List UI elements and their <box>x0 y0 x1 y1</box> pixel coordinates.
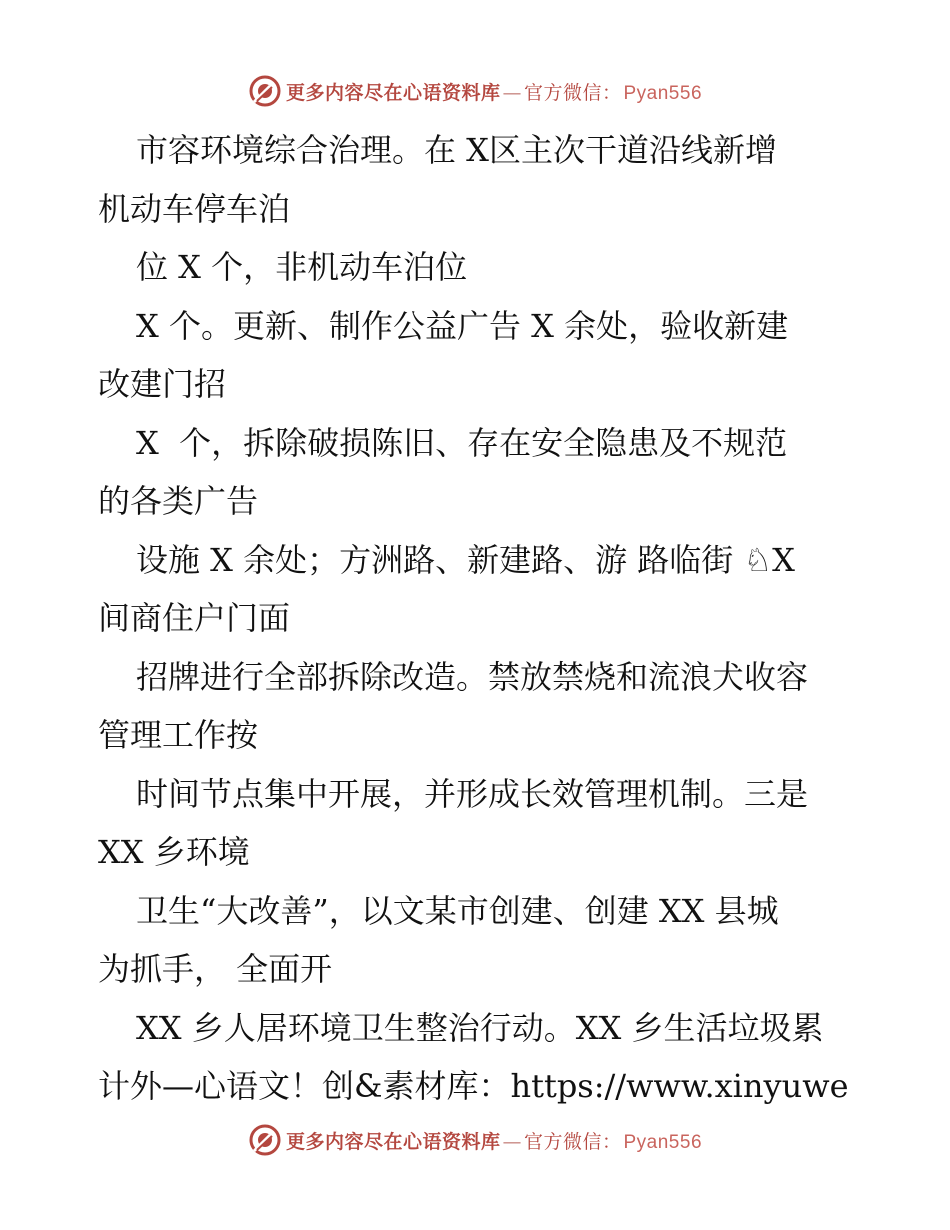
footer-banner <box>0 1120 950 1160</box>
text-line <box>98 531 858 590</box>
text-line-content: 管理工作按 <box>98 716 259 754</box>
text-line-content: 间商住户门面 <box>98 599 291 637</box>
text-line-content: 位 X 个，非机动车泊位 <box>136 248 468 286</box>
text-line <box>98 414 858 473</box>
text-line <box>98 823 858 882</box>
text-line-content: 机动车停车泊 <box>98 189 291 228</box>
text-line-content: 的各类广告 <box>98 482 259 520</box>
text-line-content: 改建门招 <box>98 365 227 403</box>
text-line <box>98 1057 858 1116</box>
logo-icon <box>248 1123 282 1157</box>
text-line-content: 设施 X 余处；方洲路、新建路、游 路临街 ♘X <box>136 540 795 579</box>
banner-title: 更多内容尽在心语资料库 <box>285 1130 501 1153</box>
text-line <box>98 882 858 941</box>
text-line <box>98 297 858 356</box>
banner-title: 更多内容尽在心语资料库 <box>285 81 501 104</box>
banner-wechat-id: Pyan556 <box>623 1131 703 1153</box>
logo-icon <box>248 74 282 108</box>
document-body <box>98 121 858 1116</box>
text-line-content: 卫生“大改善”，以文某市创建、创建 XX 县城 <box>136 891 779 930</box>
banner-wechat-label: 官方微信： <box>523 1130 622 1153</box>
text-line <box>98 121 858 180</box>
banner-dash: — <box>502 1130 522 1153</box>
text-line <box>98 706 858 765</box>
text-line-content: 为抓手， 全面开 <box>98 950 333 988</box>
text-line <box>98 180 858 239</box>
text-line-content: 时间节点集中开展，并形成长效管理机制。三是 <box>136 774 809 813</box>
banner-dash: — <box>502 81 522 104</box>
text-line-content: 市容环境综合治理。在 X区主次干道沿线新增 <box>136 131 777 169</box>
text-line <box>98 999 858 1058</box>
text-line-content: 计外—心语文！创&素材库：https://www.xinyuwe <box>98 1067 849 1105</box>
text-line <box>98 589 858 648</box>
text-line <box>98 648 858 707</box>
banner-wechat-label: 官方微信： <box>523 81 622 104</box>
header-banner <box>0 71 950 111</box>
text-line-content: 招牌进行全部拆除改造。禁放禁烧和流浪犬收容 <box>136 657 809 696</box>
text-line <box>98 940 858 999</box>
text-line-content: XX 乡环境 <box>98 833 250 871</box>
text-line <box>98 765 858 824</box>
text-line <box>98 472 858 531</box>
text-line <box>98 238 858 297</box>
banner-wechat-id: Pyan556 <box>623 82 703 104</box>
text-line <box>98 355 858 414</box>
text-line-content: XX 乡人居环境卫生整治行动。XX 乡生活垃圾累 <box>136 1008 824 1047</box>
text-line-content: X 个。更新、制作公益广告 X 余处，验收新建 <box>136 306 789 345</box>
text-line-content: X 个，拆除破损陈旧、存在安全隐患及不规范 <box>136 423 788 462</box>
